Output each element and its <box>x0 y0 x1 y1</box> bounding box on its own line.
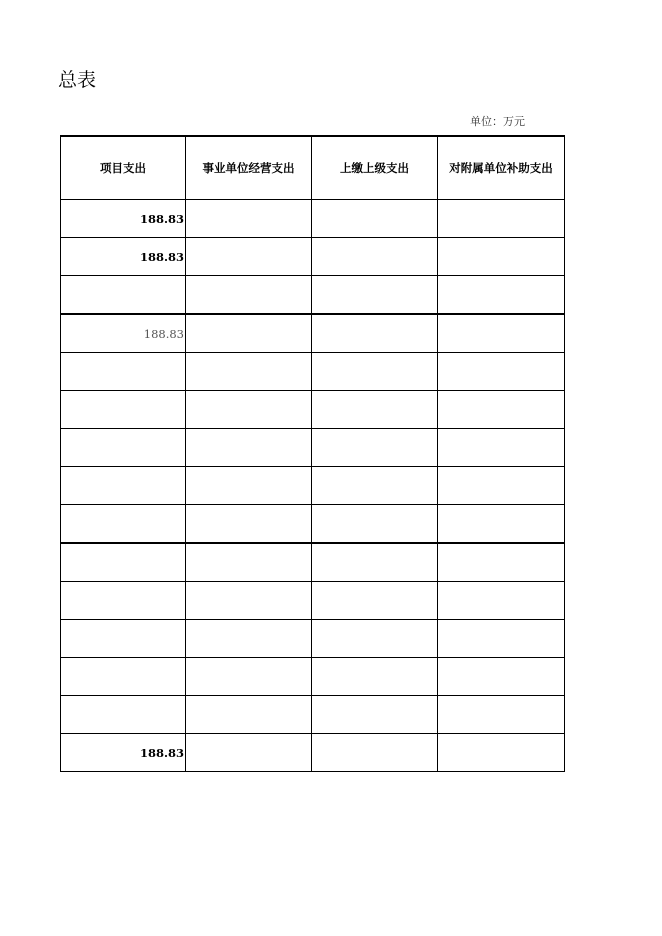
table-cell <box>186 620 312 658</box>
table-row <box>61 696 565 734</box>
table-cell <box>312 391 438 429</box>
header-project-expenditure: 项目支出 <box>61 136 186 200</box>
table-row <box>61 429 565 467</box>
table-cell <box>312 658 438 696</box>
table-cell <box>186 696 312 734</box>
table-cell: 188.83 <box>61 734 186 772</box>
table-row <box>61 734 565 772</box>
table-cell <box>61 505 186 544</box>
table-cell <box>312 238 438 276</box>
table-cell <box>438 620 565 658</box>
table-cell <box>186 505 312 544</box>
table-row <box>61 467 565 505</box>
table-cell <box>61 620 186 658</box>
table-cell <box>61 391 186 429</box>
table-cell <box>438 353 565 391</box>
expenditure-table <box>60 135 565 772</box>
table-cell: 188.83 <box>61 314 186 353</box>
table-cell <box>438 543 565 582</box>
table-cell <box>186 391 312 429</box>
table-cell <box>438 391 565 429</box>
table-cell <box>61 543 186 582</box>
table-cell <box>186 200 312 238</box>
table-cell <box>438 314 565 353</box>
table-cell <box>186 314 312 353</box>
table-row <box>61 314 565 353</box>
table-row <box>61 543 565 582</box>
table-cell <box>312 734 438 772</box>
table-cell <box>186 238 312 276</box>
table-row <box>61 620 565 658</box>
page-title: 总表 <box>58 69 97 91</box>
table-cell <box>312 276 438 315</box>
table-cell <box>61 276 186 315</box>
table-cell <box>186 658 312 696</box>
table-row <box>61 200 565 238</box>
table-cell <box>186 353 312 391</box>
table-cell <box>438 200 565 238</box>
table-cell <box>61 696 186 734</box>
table-row <box>61 391 565 429</box>
table-cell <box>438 429 565 467</box>
table-cell <box>312 200 438 238</box>
table-cell <box>186 543 312 582</box>
table-cell <box>438 467 565 505</box>
table-cell: 188.83 <box>61 200 186 238</box>
table-cell <box>186 734 312 772</box>
table-cell <box>438 582 565 620</box>
table-cell <box>312 582 438 620</box>
table-cell <box>186 467 312 505</box>
table-cell <box>438 658 565 696</box>
table-cell <box>312 467 438 505</box>
table-cell <box>61 658 186 696</box>
table-cell <box>312 314 438 353</box>
table-cell <box>61 429 186 467</box>
table-row <box>61 353 565 391</box>
table-cell <box>186 429 312 467</box>
table-row <box>61 658 565 696</box>
header-operating-expenditure: 事业单位经营支出 <box>186 136 312 200</box>
header-remit-superior: 上缴上级支出 <box>312 136 438 200</box>
table-cell <box>312 543 438 582</box>
table-row <box>61 276 565 315</box>
table-cell <box>61 582 186 620</box>
table-cell <box>312 429 438 467</box>
table-cell <box>312 505 438 544</box>
table-cell <box>438 696 565 734</box>
header-subsidy-affiliates: 对附属单位补助支出 <box>438 136 565 200</box>
table-cell <box>186 276 312 315</box>
unit-label: 单位：万元 <box>470 115 525 128</box>
table-row <box>61 238 565 276</box>
table-cell <box>312 620 438 658</box>
table-row <box>61 505 565 544</box>
table-cell <box>438 505 565 544</box>
table-cell <box>438 238 565 276</box>
table-cell <box>61 467 186 505</box>
table-header-row <box>61 136 565 200</box>
table-cell: 188.83 <box>61 238 186 276</box>
table-cell <box>186 582 312 620</box>
table-row <box>61 582 565 620</box>
table-cell <box>312 353 438 391</box>
table-cell <box>438 734 565 772</box>
table-cell <box>312 696 438 734</box>
table-cell <box>438 276 565 315</box>
table-cell <box>61 353 186 391</box>
